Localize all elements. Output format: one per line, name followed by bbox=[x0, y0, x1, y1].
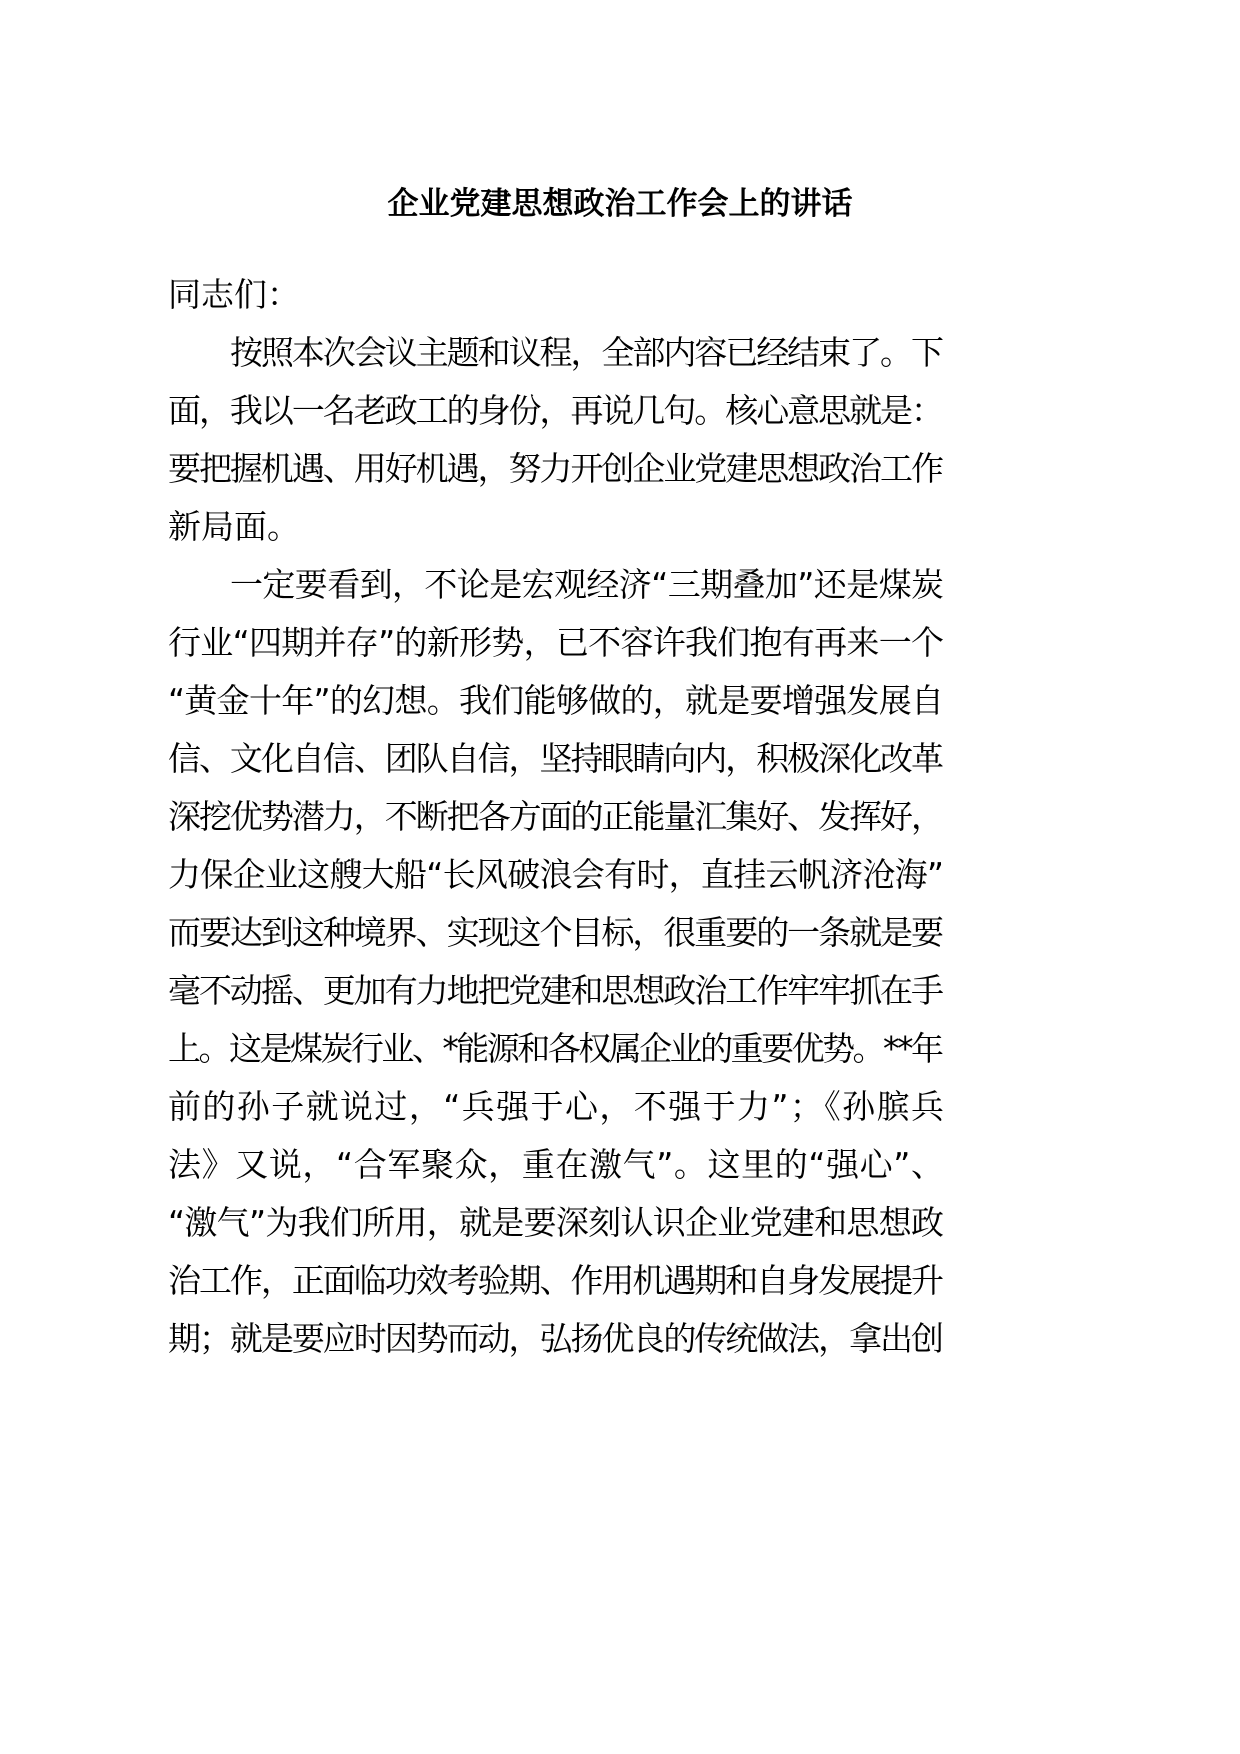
text-line: 上。这是煤炭行业、*能源和各权属企业的重要优势。**年 bbox=[168, 1029, 942, 1068]
text-line: 前的孙子就说过，“兵强于心，不强于力”；《孙膑兵 bbox=[168, 1087, 946, 1126]
text-line: 面，我以一名老政工的身份，再说几句。核心意思就是： bbox=[168, 391, 942, 430]
text-line: 一定要看到，不论是宏观经济“三期叠加”还是煤炭 bbox=[230, 565, 944, 604]
text-line: 按照本次会议主题和议程，全部内容已经结束了。下 bbox=[230, 333, 942, 372]
text-line: “激气”为我们所用，就是要深刻认识企业党建和思想政 bbox=[168, 1203, 944, 1242]
text-line: 力保企业这艘大船“长风破浪会有时，直挂云帆济沧海” bbox=[168, 855, 944, 894]
text-line: 法》又说，“合军聚众，重在激气”。这里的“强心”、 bbox=[168, 1145, 945, 1184]
text-line: 而要达到这种境界、实现这个目标，很重要的一条就是要 bbox=[168, 913, 942, 952]
text-line: 新局面。 bbox=[168, 507, 300, 546]
text-line: “黄金十年”的幻想。我们能够做的，就是要增强发展自 bbox=[168, 681, 944, 720]
text-line: 行业“四期并存”的新形势，已不容许我们抱有再来一个 bbox=[168, 623, 944, 662]
text-line: 期；就是要应时因势而动，弘扬优良的传统做法，拿出创 bbox=[168, 1319, 942, 1358]
text-line: 治工作，正面临功效考验期、作用机遇期和自身发展提升 bbox=[168, 1261, 942, 1300]
text-line: 深挖优势潜力，不断把各方面的正能量汇集好、发挥好， bbox=[168, 797, 942, 836]
document-title: 企业党建思想政治工作会上的讲话 bbox=[387, 186, 853, 222]
text-line: 要把握机遇、用好机遇，努力开创企业党建思想政治工作 bbox=[168, 449, 942, 488]
text-line: 毫不动摇、更加有力地把党建和思想政治工作牢牢抓在手 bbox=[168, 971, 942, 1010]
salutation: 同志们： bbox=[168, 275, 300, 314]
text-line: 信、文化自信、团队自信，坚持眼睛向内，积极深化改革 bbox=[168, 739, 942, 778]
document-body bbox=[168, 266, 944, 1368]
